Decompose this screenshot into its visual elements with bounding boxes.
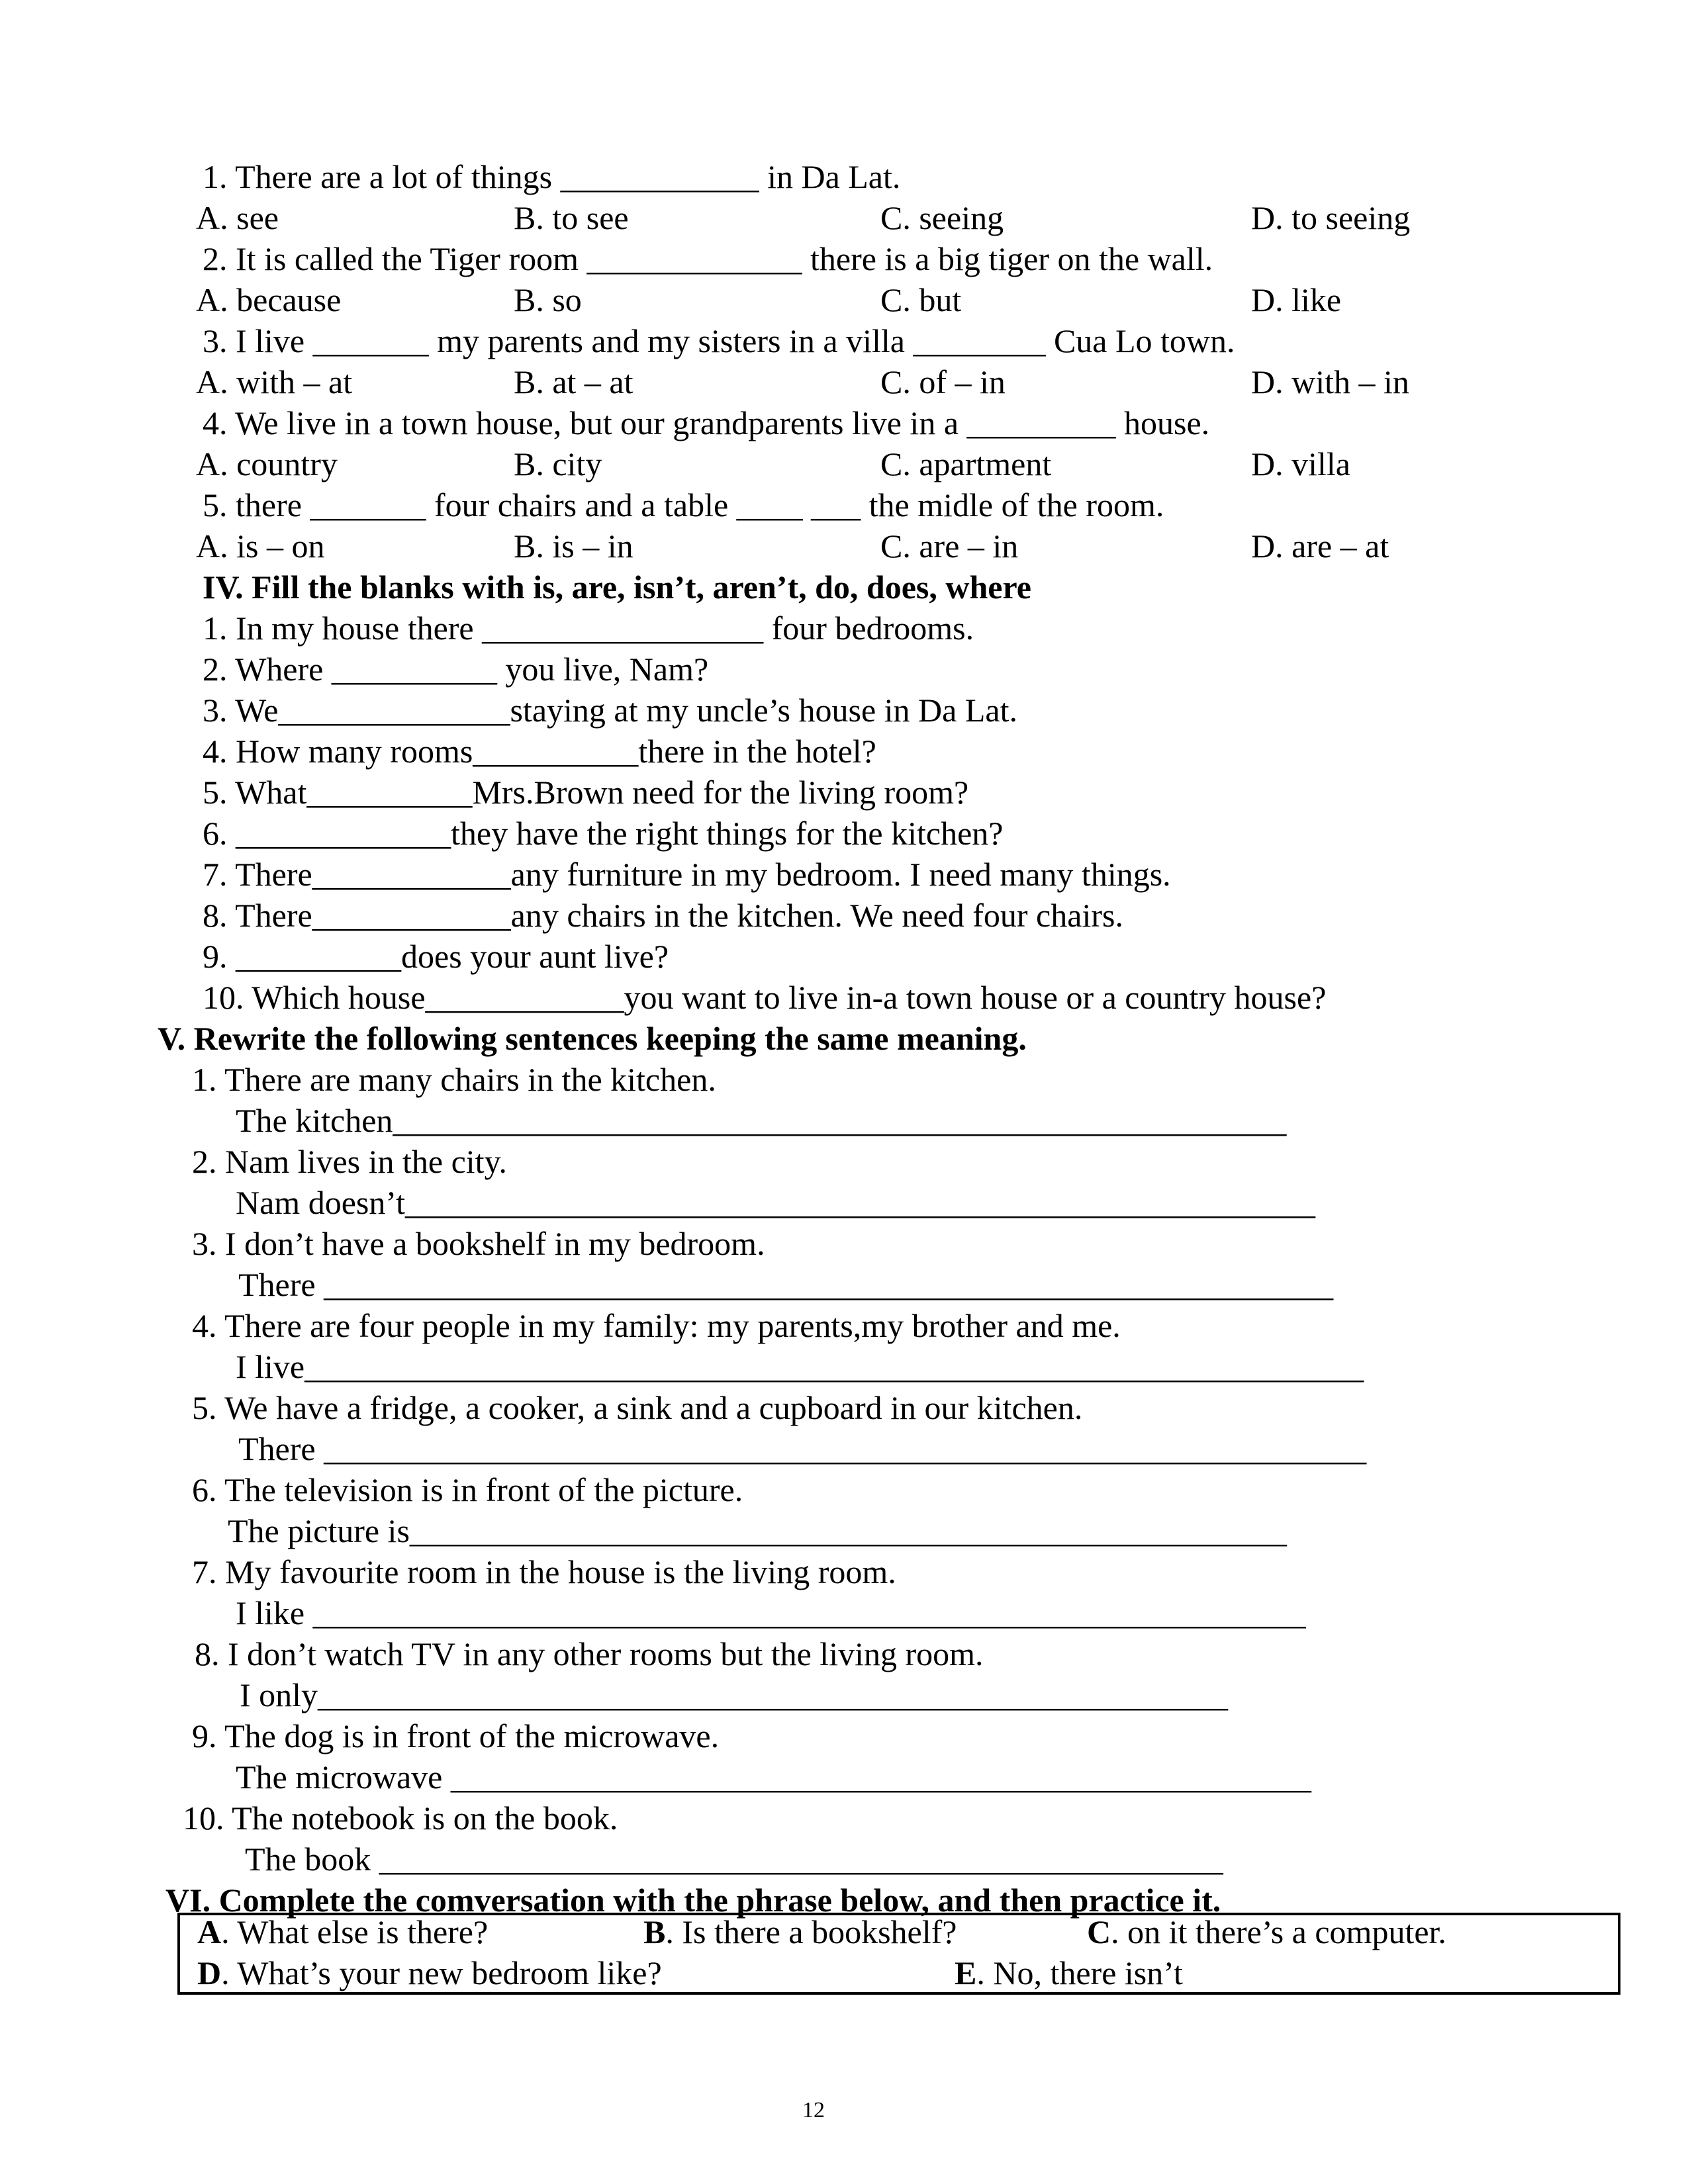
mc-option: C. but: [880, 281, 962, 318]
rewrite-question: 1. There are many chairs in the kitchen.: [192, 1061, 716, 1098]
fill-item: 8. There____________any chairs in the kitchen. We need four chairs.: [203, 897, 1123, 934]
section-5-title: V. Rewrite the following sentences keeping the same meaning.: [158, 1020, 1027, 1057]
rewrite-answer-line: I only_______________________________________________________: [240, 1676, 1229, 1713]
rewrite-answer-line: The kitchen______________________________________________________: [236, 1102, 1287, 1139]
rewrite-answer-line: Nam doesn’t_______________________________________________________: [236, 1184, 1315, 1221]
phrase-a: A. What else is there?: [197, 1913, 489, 1950]
rewrite-answer-line: The microwave ____________________________________________________: [236, 1758, 1311, 1796]
rewrite-answer-line: There _____________________________________________________________: [238, 1266, 1334, 1303]
fill-item: 1. In my house there _________________ four bedrooms.: [203, 610, 974, 647]
mc-question-2: 2. It is called the Tiger room _____________ there is a big tiger on the wall.: [203, 240, 1213, 277]
phrase-d: D. What’s your new bedroom like?: [197, 1954, 662, 1991]
rewrite-answer-line: There _______________________________________________________________: [238, 1430, 1367, 1467]
mc-option: A. because: [196, 281, 342, 318]
phrase-c: C. on it there’s a computer.: [1087, 1913, 1446, 1950]
rewrite-question: 9. The dog is in front of the microwave.: [192, 1717, 720, 1754]
rewrite-question: 10. The notebook is on the book.: [183, 1799, 618, 1837]
phrase-b: B. Is there a bookshelf?: [643, 1913, 957, 1950]
mc-option: C. are – in: [880, 527, 1019, 565]
section-6-title: VI. Complete the comversation with the phrase below, and then practice it.: [165, 1882, 1221, 1919]
mc-option: A. is – on: [196, 527, 325, 565]
mc-question-4: 4. We live in a town house, but our grandparents live in a _________ house.: [203, 404, 1210, 441]
mc-option: C. seeing: [880, 199, 1004, 236]
mc-option: D. like: [1251, 281, 1342, 318]
phrase-e: E. No, there isn’t: [955, 1954, 1183, 1991]
mc-option: B. so: [514, 281, 582, 318]
rewrite-question: 2. Nam lives in the city.: [192, 1143, 507, 1180]
mc-option: D. with – in: [1251, 363, 1409, 400]
mc-option: D. villa: [1251, 445, 1350, 482]
rewrite-question: 7. My favourite room in the house is the living room.: [192, 1553, 896, 1590]
rewrite-answer-line: I like ____________________________________________________________: [236, 1594, 1306, 1631]
fill-item: 5. What__________Mrs.Brown need for the living room?: [203, 774, 969, 811]
fill-item: 9. __________does your aunt live?: [203, 938, 669, 975]
fill-item: 4. How many rooms__________there in the hotel?: [203, 733, 876, 770]
page-number: 12: [802, 2098, 825, 2122]
mc-option: D. to seeing: [1251, 199, 1411, 236]
rewrite-question: 8. I don’t watch TV in any other rooms but the living room.: [195, 1635, 984, 1672]
section-4-title: IV. Fill the blanks with is, are, isn’t, aren’t, do, does, where: [203, 569, 1031, 606]
mc-option: A. country: [196, 445, 338, 482]
rewrite-answer-line: I live________________________________________________________________: [236, 1348, 1364, 1385]
mc-option: B. is – in: [514, 527, 633, 565]
mc-option: B. city: [514, 445, 602, 482]
rewrite-answer-line: The book ___________________________________________________: [245, 1841, 1223, 1878]
mc-option: A. with – at: [196, 363, 353, 400]
fill-item: 10. Which house____________you want to live in-a town house or a country house?: [203, 979, 1327, 1016]
fill-item: 7. There____________any furniture in my bedroom. I need many things.: [203, 856, 1171, 893]
fill-item: 3. We______________staying at my uncle’s house in Da Lat.: [203, 692, 1017, 729]
rewrite-question: 6. The television is in front of the picture.: [192, 1471, 743, 1508]
fill-item: 6. _____________they have the right things for the kitchen?: [203, 815, 1004, 852]
rewrite-question: 4. There are four people in my family: my parents,my brother and me.: [192, 1307, 1121, 1344]
mc-option: D. are – at: [1251, 527, 1389, 565]
rewrite-question: 3. I don’t have a bookshelf in my bedroom.: [192, 1225, 765, 1262]
mc-question-5: 5. there _______ four chairs and a table ____ ___ the midle of the room.: [203, 486, 1164, 523]
mc-option: B. to see: [514, 199, 629, 236]
rewrite-answer-line: The picture is_____________________________________________________: [228, 1512, 1287, 1549]
mc-option: C. apartment: [880, 445, 1052, 482]
mc-question-3: 3. I live _______ my parents and my sisters in a villa ________ Cua Lo town.: [203, 322, 1235, 359]
rewrite-question: 5. We have a fridge, a cooker, a sink and a cupboard in our kitchen.: [192, 1389, 1083, 1426]
mc-question-1: 1. There are a lot of things ____________ in Da Lat.: [203, 158, 901, 195]
fill-item: 2. Where __________ you live, Nam?: [203, 651, 709, 688]
mc-option: C. of – in: [880, 363, 1006, 400]
mc-option: B. at – at: [514, 363, 633, 400]
mc-option: A. see: [196, 199, 279, 236]
phrase-box: [177, 1913, 1620, 1995]
